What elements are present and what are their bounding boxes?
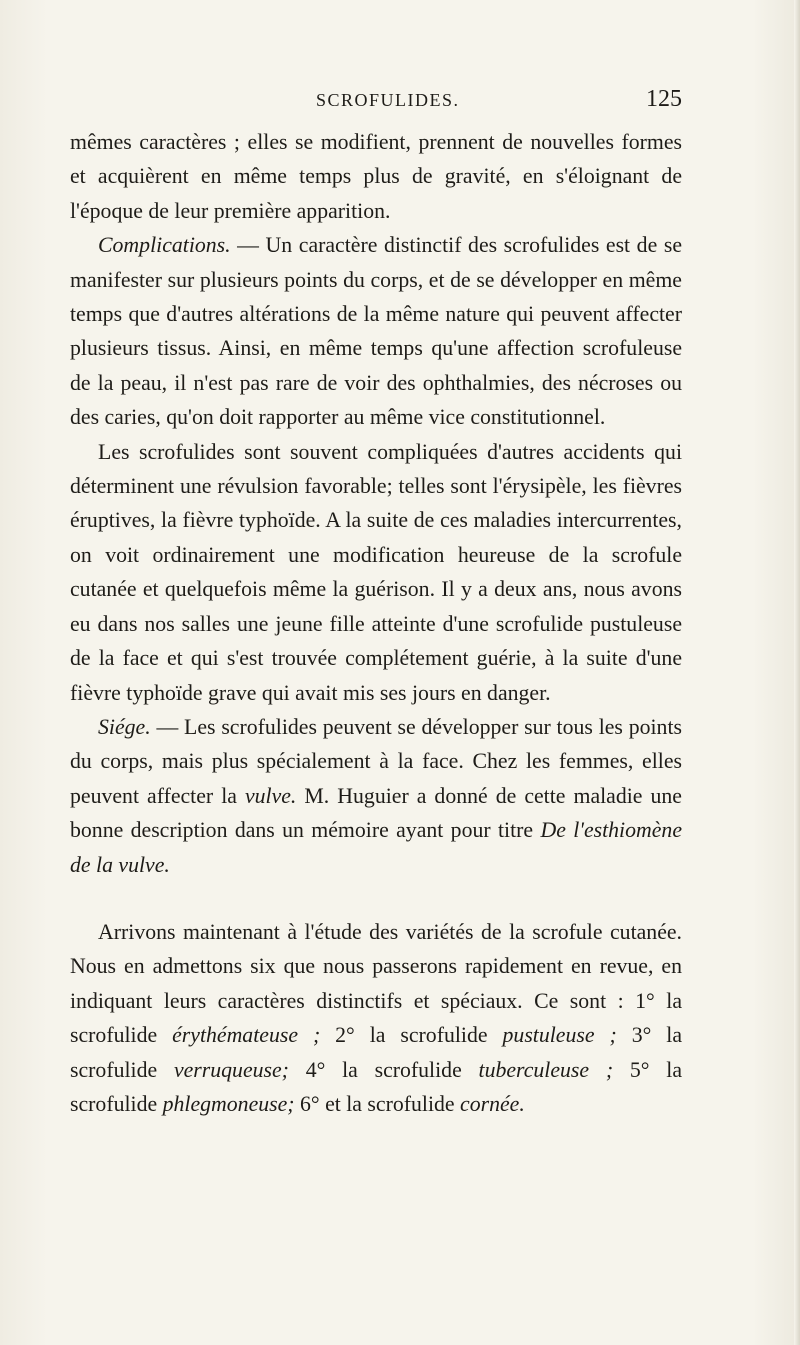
- page-edge-shadow: [794, 0, 800, 1345]
- page-header: [70, 86, 682, 120]
- running-title: SCROFULIDES.: [316, 90, 460, 110]
- paragraph-siege: [70, 710, 682, 882]
- paragraph-text: Arrivons maintenant à l'étude des variétés de la scrofule cutanée. Nous en admettons six que nous passerons rapidement en revue, en indiquant leurs caractères distinctifs et spéciaux. Ce sont : 1° la scrofulide: [70, 919, 682, 1048]
- paragraph-text: mêmes caractères ; elles se modifient, prennent de nouvelles formes et acquièrent en même temps plus de gravité, en s'éloignant de l'époque de leur première apparition.: [70, 130, 682, 223]
- variety-term: tuberculeuse ;: [478, 1057, 614, 1082]
- paragraph-text: 3° la scrofulide: [70, 1023, 682, 1082]
- section-heading-siege: Siége.: [98, 714, 151, 739]
- variety-term: cornée.: [460, 1091, 525, 1116]
- body-text: [70, 125, 682, 1121]
- paragraph-accidents: [70, 435, 682, 710]
- paragraph-text: M. Huguier a donné de cette maladie une bonne description dans un mémoire ayant pour titre: [70, 783, 682, 843]
- paragraph-text: — Un caractère distinctif des scrofulides est de se manifester sur plusieurs points du corps, et de se développer en même temps que d'autres altérations de la même nature qui peuvent affecter plusieurs tissus. Ainsi, en même temps qu'une affection scrofuleuse de la peau, il n'est pas rare de voir des ophthalmies, des nécroses ou des caries, qu'on doit rapporter au même vice constitutionnel.: [70, 233, 682, 430]
- cited-title: De l'esthiomène de la vulve.: [70, 818, 682, 877]
- italic-term: vulve.: [244, 783, 297, 808]
- section-heading-complications: Complications.: [98, 233, 231, 258]
- paragraph-text: Les scrofulides sont souvent compliquées d'autres accidents qui déterminent une révulsion favorable; telles sont l'érysipèle, les fièvres éruptives, la fièvre typhoïde. A la suite de ces maladies intercurrentes, on voit ordinairement une modification heureuse de la scrofule cutanée et quelquefois même la guérison. Il y a deux ans, nous avons eu dans nos salles une jeune fille atteinte d'une scrofulide pustuleuse de la face et qui s'est trouvée complétement guérie, à la suite d'une fièvre typhoïde grave qui avait mis ses jours en danger.: [70, 439, 682, 705]
- variety-term: pustuleuse ;: [502, 1023, 617, 1048]
- variety-term: verruqueuse;: [173, 1057, 289, 1082]
- paragraph-text: 5° la scrofulide: [70, 1057, 682, 1116]
- variety-term: érythémateuse ;: [172, 1023, 321, 1048]
- page-number: 125: [646, 86, 682, 112]
- paragraph-varietes: [70, 915, 682, 1121]
- paragraph-text: 6° et la scrofulide: [294, 1091, 461, 1116]
- paragraph-text: 4° la scrofulide: [288, 1057, 479, 1082]
- paragraph-complications: [70, 228, 682, 434]
- paragraph-text: — Les scrofulides peuvent se développer sur tous les points du corps, mais plus spécialement à la face. Chez les femmes, elles peuvent affecter la: [70, 714, 682, 808]
- variety-term: phlegmoneuse;: [162, 1091, 295, 1116]
- paragraph-text: 2° la scrofulide: [320, 1023, 503, 1048]
- paragraph-continuation: [70, 125, 682, 228]
